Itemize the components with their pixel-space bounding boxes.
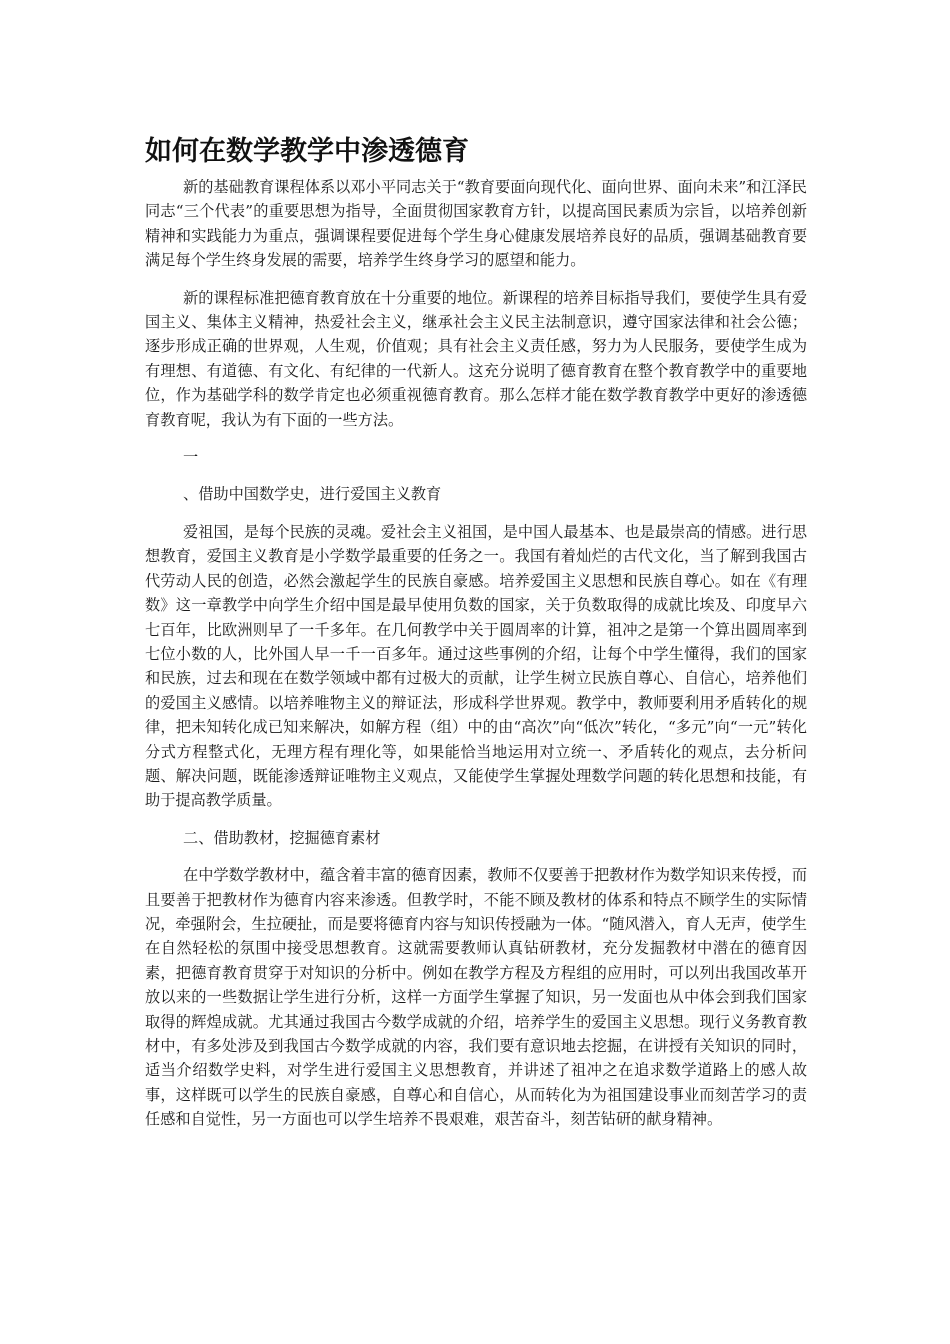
paragraph-textbook-moral-education: 在中学数学教材中，蕴含着丰富的德育因素，教师不仅要善于把教材作为数学知识来传授，而且要善于把教材作为德育内容来渗透。但教学时，不能不顾及教材的体系和特点不顾学生的实际情况，牵强附会，生拉硬扯，而是要将德育内容与知识传授融为一体。“随风潜入，育人无声，使学生在自然轻松的氛围中接受思想教育。这就需要教师认真钻研教材，充分发掘教材中潜在的德育因素，把德育教育贯穿于对知识的分析中。例如在教学方程及方程组的应用时，可以列出我国改革开放以来的一些数据让学生进行分析，这样一方面学生掌握了知识，另一发面也从中体会到我们国家取得的辉煌成就。尤其通过我国古今数学成就的介绍，培养学生的爱国主义思想。现行义务教育教材中，有多处涉及到我国古今数学成就的内容，我们要有意识地去挖掘，在讲授有关知识的同时，适当介绍数学史料，对学生进行爱国主义思想教育，并讲述了祖冲之在追求数学道路上的感人故事，这样既可以学生的民族自豪感，自尊心和自信心，从而转化为为祖国建设事业而刻苦学习的责任感和自觉性，另一方面也可以学生培养不畏艰难，艰苦奋斗，刻苦钻研的献身精神。 xyxy=(145,866,807,1129)
document-title: 如何在数学教学中渗透德育 xyxy=(145,136,469,167)
section-heading-textbook: 二、借助教材，挖掘德育素材 xyxy=(183,828,381,847)
paragraph-intro: 新的基础教育课程体系以邓小平同志关于“教育要面向现代化、面向世界、面向未来”和江泽民同志“三个代表”的重要思想为指导，全面贯彻国家教育方针，以提高国民素质为宗旨，以培养创新精神和实践能力为重点，强调课程要促进每个学生身心健康发展培养良好的品质，强调基础教育要满足每个学生终身发展的需要，培养学生终身学习的愿望和能力。 xyxy=(145,178,807,270)
paragraph-patriotism: 爱祖国，是每个民族的灵魂。爱社会主义祖国，是中国人最基本、也是最崇高的情感。进行思想教育，爱国主义教育是小学数学最重要的任务之一。我国有着灿烂的古代文化，当了解到我国古代劳动人民的创造，必然会激起学生的民族自豪感。培养爱国主义思想和民族自尊心。如在《有理数》这一章教学中向学生介绍中国是最早使用负数的国家，关于负数取得的成就比埃及、印度早六七百年，比欧洲则早了一千多年。在几何教学中关于圆周率的计算，祖冲之是第一个算出圆周率到七位小数的人，比外国人早一千一百多年。通过这些事例的介绍，让每个中学生懂得，我们的国家和民族，过去和现在在数学领域中都有过极大的贡献，让学生树立民族自尊心、自信心，培养他们的爱国主义感情。以培养唯物主义的辩证法，形成科学世界观。教学中，教师要利用矛盾转化的规律，把未知转化成已知来解决，如解方程（组）中的由“高次”向“低次”转化，“多元”向“一元”转化分式方程整式化，无理方程有理化等，如果能恰当地运用对立统一、矛盾转化的观点，去分析问题、解决问题，既能渗透辩证唯物主义观点，又能使学生掌握处理数学问题的转化思想和技能，有助于提高教学质量。 xyxy=(145,522,807,810)
paragraph-curriculum-standard: 新的课程标准把德育教育放在十分重要的地位。新课程的培养目标指导我们，要使学生具有爱国主义、集体主义精神，热爱社会主义，继承社会主义民主法制意识，遵守国家法律和社会公德；逐步形成正确的世界观，人生观，价值观；具有社会主义责任感，努力为人民服务，要使学生成为有理想、有道德、有文化、有纪律的一代新人。这充分说明了德育教育在整个教育教学中的重要地位，作为基础学科的数学肯定也必须重视德育教育。那么怎样才能在数学教育教学中更好的渗透德育教育呢，我认为有下面的一些方法。 xyxy=(145,288,807,429)
section-heading-math-history: 、借助中国数学史，进行爱国主义教育 xyxy=(183,485,442,504)
section-number-one: 一 xyxy=(183,448,199,467)
document-page xyxy=(145,132,807,1145)
